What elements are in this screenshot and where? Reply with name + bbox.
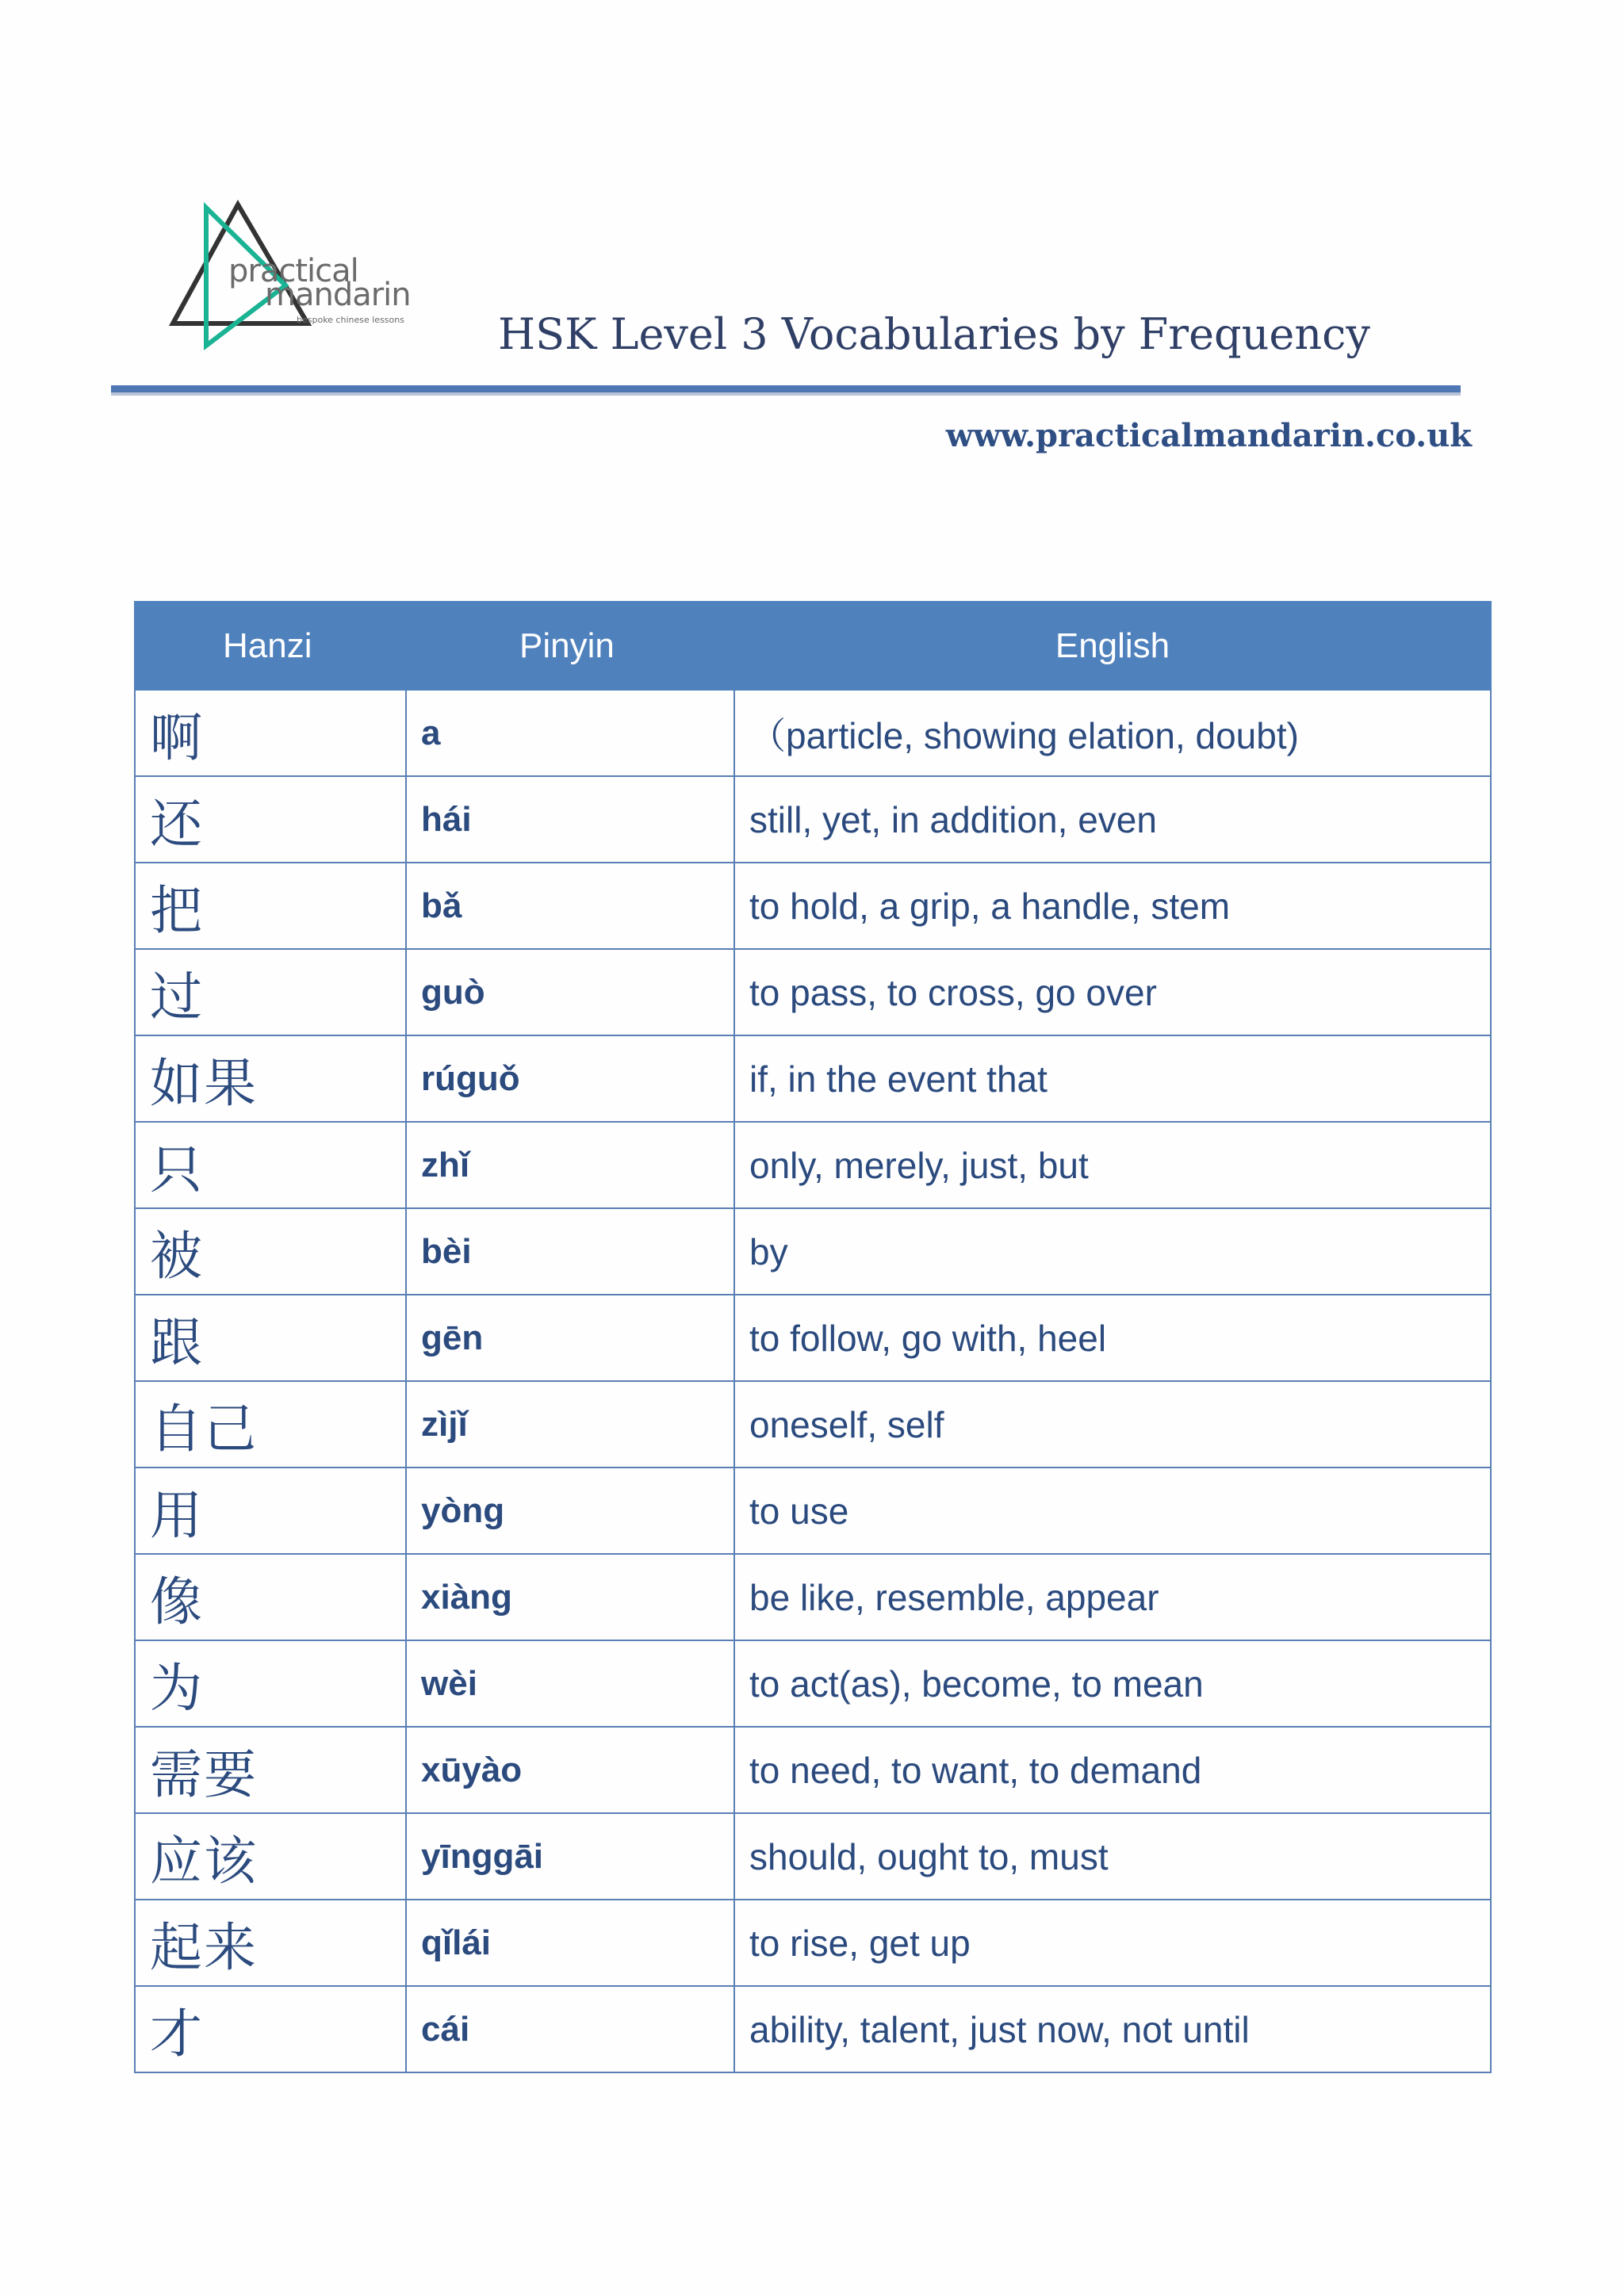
hanzi-cell: 过: [135, 949, 406, 1035]
logo-line1: practical: [228, 253, 358, 289]
table-row: [135, 949, 1491, 1035]
english-cell: only, merely, just, but: [734, 1122, 1491, 1208]
english-cell: to need, to want, to demand: [734, 1727, 1491, 1813]
header-divider: [111, 385, 1461, 392]
hanzi-cell: 需要: [135, 1727, 406, 1813]
table-row: [135, 1381, 1491, 1468]
hanzi-cell: 还: [135, 776, 406, 863]
hanzi-cell: 像: [135, 1554, 406, 1640]
pinyin-cell: guò: [406, 949, 734, 1035]
table-row: [135, 1122, 1491, 1208]
hanzi-cell: 如果: [135, 1035, 406, 1122]
table-row: [135, 1554, 1491, 1640]
pinyin-cell: bèi: [406, 1208, 734, 1295]
hanzi-cell: 起来: [135, 1900, 406, 1986]
table-header-row: [135, 602, 1491, 690]
pinyin-cell: xūyào: [406, 1727, 734, 1813]
table-row: [135, 690, 1491, 776]
english-cell: ability, talent, just now, not until: [734, 1986, 1491, 2072]
pinyin-cell: xiàng: [406, 1554, 734, 1640]
pinyin-cell: a: [406, 690, 734, 776]
table-row: [135, 1727, 1491, 1813]
column-header-pinyin: Pinyin: [406, 602, 734, 690]
table-row: [135, 1813, 1491, 1900]
hanzi-cell: 只: [135, 1122, 406, 1208]
document-title: HSK Level 3 Vocabularies by Frequency: [498, 309, 1370, 359]
hanzi-cell: 把: [135, 863, 406, 949]
practical-mandarin-logo: [167, 198, 420, 357]
hanzi-cell: 啊: [135, 690, 406, 776]
table-row: [135, 863, 1491, 949]
english-cell: should, ought to, must: [734, 1813, 1491, 1900]
table-row: [135, 1208, 1491, 1295]
english-cell: to rise, get up: [734, 1900, 1491, 1986]
hanzi-cell: 跟: [135, 1295, 406, 1381]
website-url: www.practicalmandarin.co.uk: [945, 417, 1472, 454]
column-header-english: English: [734, 602, 1491, 690]
english-cell: （particle, showing elation, doubt): [734, 690, 1491, 776]
column-header-hanzi: Hanzi: [135, 602, 406, 690]
table-row: [135, 1640, 1491, 1727]
pinyin-cell: gēn: [406, 1295, 734, 1381]
logo-line2: mandarin: [265, 277, 411, 313]
english-cell: to hold, a grip, a handle, stem: [734, 863, 1491, 949]
table-row: [135, 1900, 1491, 1986]
english-cell: to follow, go with, heel: [734, 1295, 1491, 1381]
logo-tagline: bespoke chinese lessons: [297, 315, 404, 325]
vocabulary-table: [134, 601, 1492, 2073]
hanzi-cell: 自己: [135, 1381, 406, 1468]
table-row: [135, 1035, 1491, 1122]
header-divider-shadow: [111, 392, 1461, 396]
pinyin-cell: yòng: [406, 1468, 734, 1554]
english-cell: still, yet, in addition, even: [734, 776, 1491, 863]
table-row: [135, 1468, 1491, 1554]
english-cell: by: [734, 1208, 1491, 1295]
english-cell: to pass, to cross, go over: [734, 949, 1491, 1035]
pinyin-cell: bǎ: [406, 863, 734, 949]
english-cell: to use: [734, 1468, 1491, 1554]
hanzi-cell: 应该: [135, 1813, 406, 1900]
hanzi-cell: 才: [135, 1986, 406, 2072]
english-cell: to act(as), become, to mean: [734, 1640, 1491, 1727]
table-row: [135, 1986, 1491, 2072]
hanzi-cell: 被: [135, 1208, 406, 1295]
english-cell: be like, resemble, appear: [734, 1554, 1491, 1640]
pinyin-cell: cái: [406, 1986, 734, 2072]
hanzi-cell: 用: [135, 1468, 406, 1554]
pinyin-cell: rúguǒ: [406, 1035, 734, 1122]
pinyin-cell: zhǐ: [406, 1122, 734, 1208]
pinyin-cell: hái: [406, 776, 734, 863]
hanzi-cell: 为: [135, 1640, 406, 1727]
english-cell: if, in the event that: [734, 1035, 1491, 1122]
pinyin-cell: qǐlái: [406, 1900, 734, 1986]
table-row: [135, 776, 1491, 863]
pinyin-cell: yīnggāi: [406, 1813, 734, 1900]
table-row: [135, 1295, 1491, 1381]
pinyin-cell: wèi: [406, 1640, 734, 1727]
pinyin-cell: zìjǐ: [406, 1381, 734, 1468]
english-cell: oneself, self: [734, 1381, 1491, 1468]
